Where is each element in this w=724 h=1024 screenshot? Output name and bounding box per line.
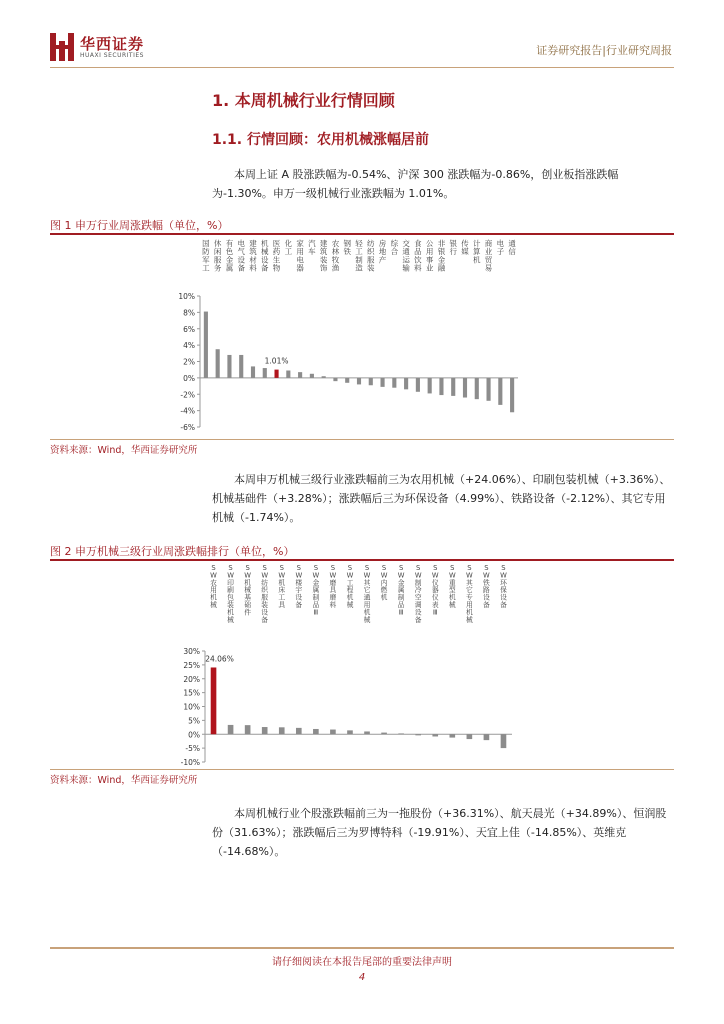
bar — [451, 378, 455, 396]
y-tick-label: 4% — [183, 341, 195, 351]
logo-chinese-name: 华西证券 — [80, 35, 145, 53]
bar — [262, 727, 268, 734]
figure1-source-rule — [50, 439, 674, 440]
bar — [467, 734, 473, 739]
category-label: S W 重型机械 — [448, 564, 456, 609]
huaxi-logo-icon — [50, 33, 74, 61]
bar — [484, 734, 490, 740]
y-tick-label: 25% — [183, 660, 200, 670]
bar — [239, 355, 243, 378]
y-tick-label: 15% — [183, 688, 200, 698]
paragraph-market-overview: 本周上证 A 股涨跌幅为-0.54%、沪深 300 涨跌幅为-0.86%，创业板指涨跌幅为-1.30%。申万一级机械行业涨跌幅为 1.01%。 — [212, 168, 619, 200]
category-label: S W 农用机械 — [210, 564, 217, 609]
category-label: 建筑装饰 — [319, 239, 328, 273]
bar — [245, 725, 251, 734]
bar — [274, 370, 278, 378]
category-label: 化工 — [284, 239, 293, 257]
bar — [486, 378, 490, 401]
bar — [322, 376, 326, 378]
y-tick-label: 6% — [183, 324, 195, 334]
category-label: S W 机床工具 — [278, 564, 286, 609]
category-label: S W 磨具磨料 — [329, 564, 337, 609]
category-label: S W 金属制品 Ⅲ — [397, 564, 405, 617]
bar — [428, 378, 432, 394]
highlight-data-label: 24.06% — [205, 654, 234, 664]
y-tick-label: 2% — [183, 357, 195, 367]
category-label: S W 纺织服装设备 — [261, 564, 269, 624]
bar — [298, 372, 302, 378]
footer-divider — [50, 947, 674, 949]
bar — [263, 368, 267, 378]
bar — [398, 733, 404, 734]
bar — [333, 378, 337, 381]
category-label: 传媒 — [461, 239, 469, 257]
bar — [251, 366, 255, 377]
figure1-source: 资料来源：Wind，华西证券研究所 — [50, 445, 198, 456]
y-tick-label: 0% — [188, 730, 200, 740]
category-label: S W 铁路设备 — [483, 564, 490, 609]
bar — [296, 728, 302, 734]
category-label: 计算机 — [473, 239, 481, 265]
figure2-chart — [50, 562, 674, 767]
subsection-heading: 1.1. 行情回顾：农用机械涨幅居前 — [212, 132, 429, 148]
bar — [392, 378, 396, 388]
bar — [416, 378, 420, 392]
category-label: 医药生物 — [272, 239, 281, 273]
category-label: 商业贸易 — [484, 239, 493, 273]
bar — [475, 378, 479, 399]
figure1-chart — [50, 236, 674, 436]
category-label: 休闲服务 — [213, 239, 222, 273]
figure2-top-rule — [50, 559, 674, 561]
bar — [330, 730, 336, 735]
category-label: S W 其它专用机械 — [465, 564, 473, 624]
category-label: S W 楼宇设备 — [295, 564, 303, 609]
bar — [463, 378, 467, 398]
category-label: S W 环保设备 — [500, 564, 507, 609]
category-label: S W 仪器仪表 Ⅲ — [431, 564, 439, 617]
bar — [415, 734, 421, 735]
bar — [432, 734, 438, 736]
category-label: 有色金属 — [225, 239, 234, 273]
category-label: 建筑材料 — [249, 239, 257, 273]
y-tick-label: 20% — [183, 674, 200, 684]
y-tick-label: 8% — [183, 308, 195, 318]
bar — [357, 378, 361, 385]
category-label: 公用事业 — [425, 239, 434, 273]
page-number: 4 — [358, 972, 366, 983]
bar — [449, 734, 455, 737]
category-label: 房地产 — [378, 239, 387, 265]
bar — [439, 378, 443, 395]
category-label: 农林牧渔 — [331, 239, 340, 273]
bar — [404, 378, 408, 389]
category-label: 汽车 — [308, 239, 316, 257]
paragraph-subindustry-ranking: 本周申万机械三级行业涨跌幅前三为农用机械（+24.06%）、印刷包装机械（+3.36%）、机械基础件（+3.28%）；涨跌幅后三为环保设备（4.99%）、铁路设备（-2.12%）、其它专用机械（-1.74%）。 — [212, 473, 671, 524]
figure2-title: 图 2 申万机械三级行业周涨跌幅排行（单位，%） — [50, 545, 295, 558]
bar — [498, 378, 502, 405]
y-tick-label: 10% — [183, 702, 200, 712]
bar — [227, 355, 231, 378]
report-type-label: 证券研究报告|行业研究周报 — [536, 44, 672, 57]
bar — [347, 730, 353, 734]
logo-english-name: HUAXI SECURITIES — [80, 52, 144, 59]
bar — [381, 733, 387, 735]
category-label: 钢铁 — [343, 239, 351, 257]
bar — [279, 727, 285, 734]
category-label: 食品饮料 — [414, 239, 422, 273]
category-label: 家用电器 — [296, 239, 304, 273]
figure1-title: 图 1 申万行业周涨跌幅（单位，%） — [50, 219, 229, 232]
y-tick-label: -6% — [180, 423, 195, 432]
category-label: S W 其它通用机械 — [363, 564, 371, 624]
category-label: S W 制冷空调设备 — [414, 564, 422, 624]
bar — [313, 729, 319, 734]
category-label: 国防军工 — [202, 239, 210, 273]
category-label: 交通运输 — [402, 239, 410, 273]
y-tick-label: 0% — [183, 373, 195, 383]
bar — [211, 667, 217, 734]
figure2-source: 资料来源：Wind，华西证券研究所 — [50, 775, 198, 786]
bar — [286, 371, 290, 378]
category-label: 银行 — [449, 239, 457, 257]
y-tick-label: 10% — [178, 292, 195, 301]
paragraph-stock-ranking: 本周机械行业个股涨跌幅前三为一拖股份（+36.31%）、航天晨光（+34.89%）、恒润股份（31.63%）；涨跌幅后三为罗博特科（-19.91%）、天宜上佳（-14.85%）、英维克（-14.68%）。 — [212, 807, 667, 858]
category-label: 电气设备 — [237, 239, 245, 273]
bar — [345, 378, 349, 383]
category-label: S W 印刷包装机械 — [227, 564, 234, 624]
y-tick-label: 5% — [188, 716, 200, 726]
category-label: 轻工制造 — [355, 239, 363, 273]
category-label: S W 机械基础件 — [244, 564, 252, 617]
header-divider — [50, 67, 674, 68]
bar — [510, 378, 514, 412]
category-label: 综合 — [390, 239, 399, 257]
y-tick-label: 30% — [183, 647, 200, 656]
category-label: 机械设备 — [261, 239, 269, 273]
bar — [310, 374, 314, 378]
legal-notice: 请仔细阅读在本报告尾部的重要法律声明 — [272, 957, 452, 968]
category-label: 通信 — [508, 239, 516, 257]
y-tick-label: -4% — [180, 406, 195, 416]
category-label: 非银金融 — [437, 239, 446, 273]
y-tick-label: -10% — [180, 758, 200, 767]
y-tick-label: -5% — [185, 744, 200, 754]
category-label: 纺织服装 — [367, 239, 375, 273]
bar — [501, 734, 507, 748]
bar — [380, 378, 384, 387]
bar — [364, 731, 370, 734]
figure2-source-rule — [50, 769, 674, 770]
section-heading: 1. 本周机械行业行情回顾 — [212, 91, 395, 110]
y-tick-label: -2% — [180, 390, 195, 400]
bar — [369, 378, 373, 385]
category-label: 电子 — [496, 239, 505, 257]
highlight-data-label: 1.01% — [264, 356, 289, 366]
bar — [228, 725, 234, 734]
bar — [204, 312, 208, 378]
category-label: S W 工程机械 — [346, 564, 354, 609]
bar — [216, 349, 220, 378]
category-label: S W 金属制品 Ⅲ — [312, 564, 320, 617]
category-label: S W 内燃机 — [380, 564, 388, 602]
figure1-top-rule — [50, 233, 674, 235]
